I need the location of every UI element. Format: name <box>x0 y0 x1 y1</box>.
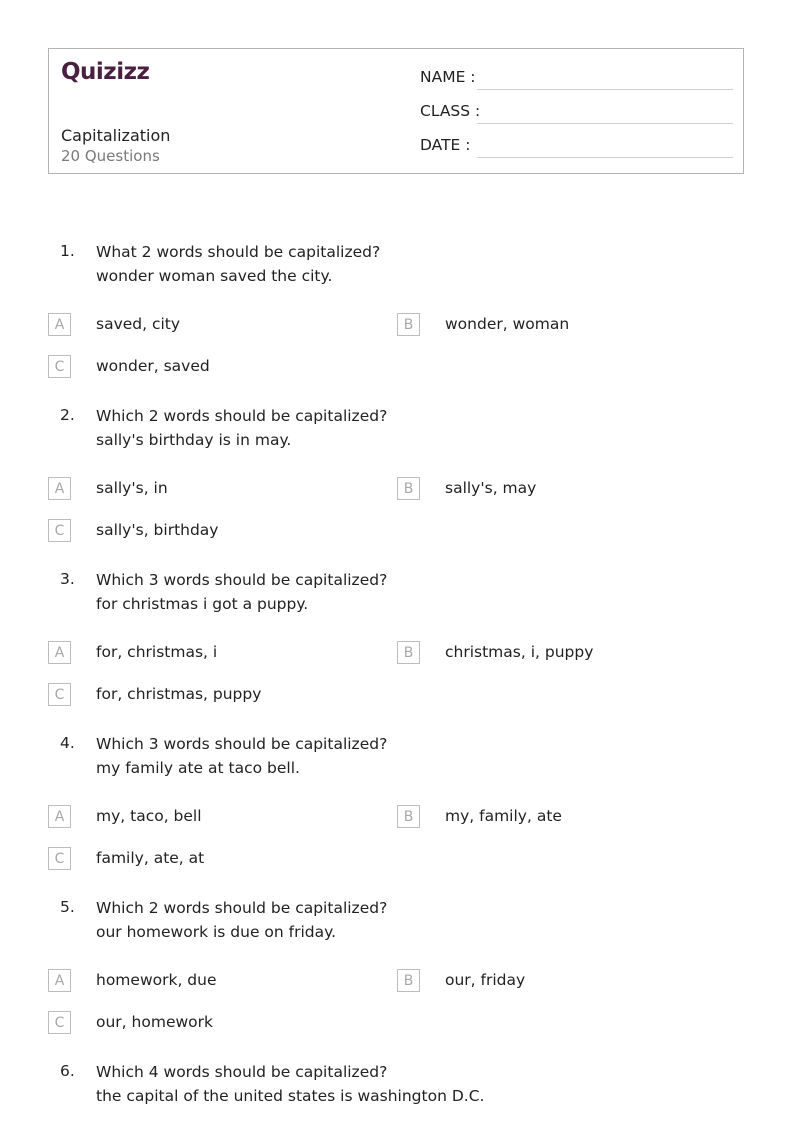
question-prompt: Which 3 words should be capitalized? <box>96 735 388 753</box>
question-number: 3. <box>60 570 75 588</box>
name-label: NAME : <box>420 68 476 86</box>
option-b-text: sally's, may <box>445 479 537 497</box>
question-prompt: What 2 words should be capitalized? <box>96 243 381 261</box>
question-sentence: for christmas i got a puppy. <box>96 595 309 613</box>
option-c-box: C <box>48 519 71 542</box>
question-count: 20 Questions <box>61 147 160 165</box>
option-b-box: B <box>397 641 420 664</box>
question-sentence: wonder woman saved the city. <box>96 267 333 285</box>
question-sentence: my family ate at taco bell. <box>96 759 300 777</box>
worksheet-header <box>48 48 744 174</box>
question-prompt: Which 4 words should be capitalized? <box>96 1063 388 1081</box>
class-line <box>477 123 733 124</box>
class-label: CLASS : <box>420 102 481 120</box>
option-b-box: B <box>397 805 420 828</box>
option-b-box: B <box>397 969 420 992</box>
question-text <box>96 1060 484 1108</box>
option-b-text: my, family, ate <box>445 807 562 825</box>
question-number: 1. <box>60 242 75 260</box>
option-a-box: A <box>48 969 71 992</box>
option-c-box: C <box>48 1011 71 1034</box>
date-line <box>477 157 733 158</box>
question-text <box>96 240 380 288</box>
option-a-text: saved, city <box>96 315 181 333</box>
option-c-text: our, homework <box>96 1013 213 1031</box>
question-number: 5. <box>60 898 75 916</box>
option-c-text: family, ate, at <box>96 849 205 867</box>
question-sentence: the capital of the united states is washington D.C. <box>96 1087 485 1105</box>
option-c-box: C <box>48 683 71 706</box>
name-line <box>477 89 733 90</box>
quizizz-logo: Quizizz <box>61 59 150 85</box>
option-c-text: wonder, saved <box>96 357 210 375</box>
option-c-box: C <box>48 847 71 870</box>
option-a-text: homework, due <box>96 971 217 989</box>
option-b-text: christmas, i, puppy <box>445 643 594 661</box>
option-a-text: for, christmas, i <box>96 643 218 661</box>
option-b-box: B <box>397 313 420 336</box>
option-c-text: for, christmas, puppy <box>96 685 262 703</box>
option-c-box: C <box>48 355 71 378</box>
option-a-box: A <box>48 313 71 336</box>
question-prompt: Which 3 words should be capitalized? <box>96 571 388 589</box>
date-label: DATE : <box>420 136 471 154</box>
question-text <box>96 732 387 780</box>
question-sentence: our homework is due on friday. <box>96 923 337 941</box>
worksheet-title: Capitalization <box>61 126 171 145</box>
option-a-box: A <box>48 477 71 500</box>
question-prompt: Which 2 words should be capitalized? <box>96 407 388 425</box>
question-text <box>96 896 387 944</box>
option-a-box: A <box>48 641 71 664</box>
option-a-text: sally's, in <box>96 479 168 497</box>
option-c-text: sally's, birthday <box>96 521 219 539</box>
option-b-text: our, friday <box>445 971 526 989</box>
option-b-box: B <box>397 477 420 500</box>
question-sentence: sally's birthday is in may. <box>96 431 292 449</box>
question-number: 6. <box>60 1062 75 1080</box>
question-prompt: Which 2 words should be capitalized? <box>96 899 388 917</box>
question-text <box>96 404 387 452</box>
option-a-box: A <box>48 805 71 828</box>
option-a-text: my, taco, bell <box>96 807 202 825</box>
question-text <box>96 568 387 616</box>
option-b-text: wonder, woman <box>445 315 570 333</box>
question-number: 2. <box>60 406 75 424</box>
question-number: 4. <box>60 734 75 752</box>
